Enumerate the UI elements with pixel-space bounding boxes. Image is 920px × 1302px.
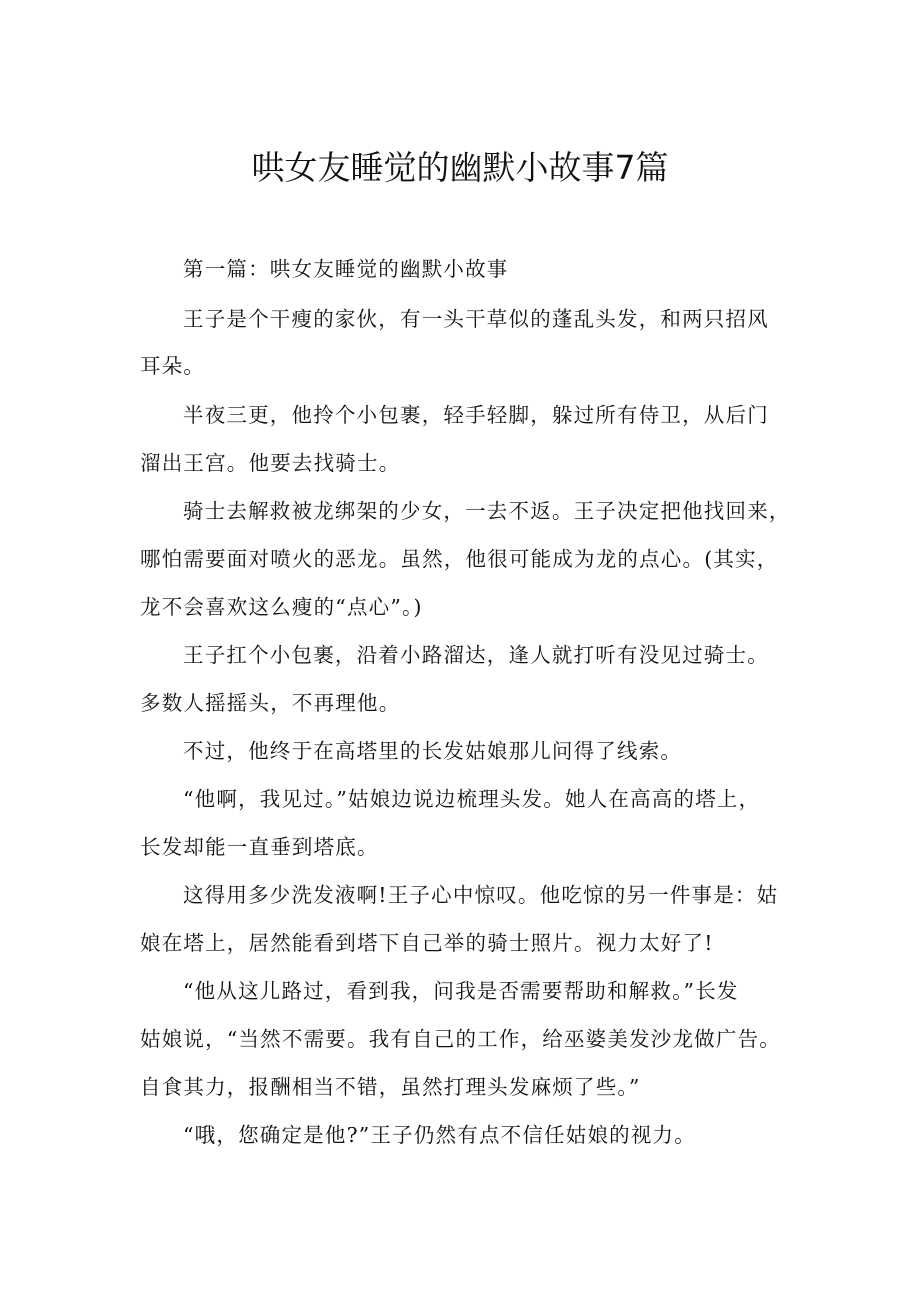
paragraph-line: 骑士去解救被龙绑架的少女，一去不返。王子决定把他找回来，	[183, 499, 791, 523]
paragraph-line: 龙不会喜欢这么瘦的“点心”。)	[140, 595, 423, 619]
paragraph-line: 多数人摇摇头，不再理他。	[140, 691, 401, 715]
paragraph-line: 哪怕需要面对喷火的恶龙。虽然，他很可能成为龙的点心。(其实，	[140, 547, 779, 571]
paragraph-line: 长发却能一直垂到塔底。	[140, 835, 379, 859]
paragraph-line: “他啊，我见过。”姑娘边说边梳理头发。她人在高高的塔上，	[183, 787, 761, 811]
paragraph-line: 不过，他终于在高塔里的长发姑娘那儿问得了线索。	[183, 739, 683, 763]
paragraph-line: “他从这儿路过，看到我，问我是否需要帮助和解救。”长发	[183, 979, 739, 1003]
paragraph-line: 自食其力，报酬相当不错，虽然打理头发麻烦了些。”	[140, 1075, 641, 1099]
paragraph-line: 溜出王宫。他要去找骑士。	[140, 451, 401, 475]
document-title: 哄女友睡觉的幽默小故事7篇	[251, 148, 669, 187]
paragraph-line: 这得用多少洗发液啊!王子心中惊叹。他吃惊的另一件事是：姑	[183, 883, 779, 907]
paragraph-line: 王子扛个小包裹，沿着小路溜达，逢人就打听有没见过骑士。	[183, 643, 769, 667]
paragraph-line: 王子是个干瘦的家伙，有一头干草似的蓬乱头发，和两只招风	[183, 307, 769, 331]
paragraph-line: 第一篇：哄女友睡觉的幽默小故事	[183, 257, 509, 281]
paragraph-line: 耳朵。	[140, 354, 206, 378]
paragraph-line: 半夜三更，他拎个小包裹，轻手轻脚，躲过所有侍卫，从后门	[183, 403, 769, 427]
paragraph-line: “哦，您确定是他?”王子仍然有点不信任姑娘的视力。	[183, 1123, 696, 1147]
paragraph-line: 娘在塔上，居然能看到塔下自己举的骑士照片。视力太好了!	[140, 931, 714, 955]
paragraph-line: 姑娘说，“当然不需要。我有自己的工作，给巫婆美发沙龙做广告。	[140, 1027, 781, 1051]
